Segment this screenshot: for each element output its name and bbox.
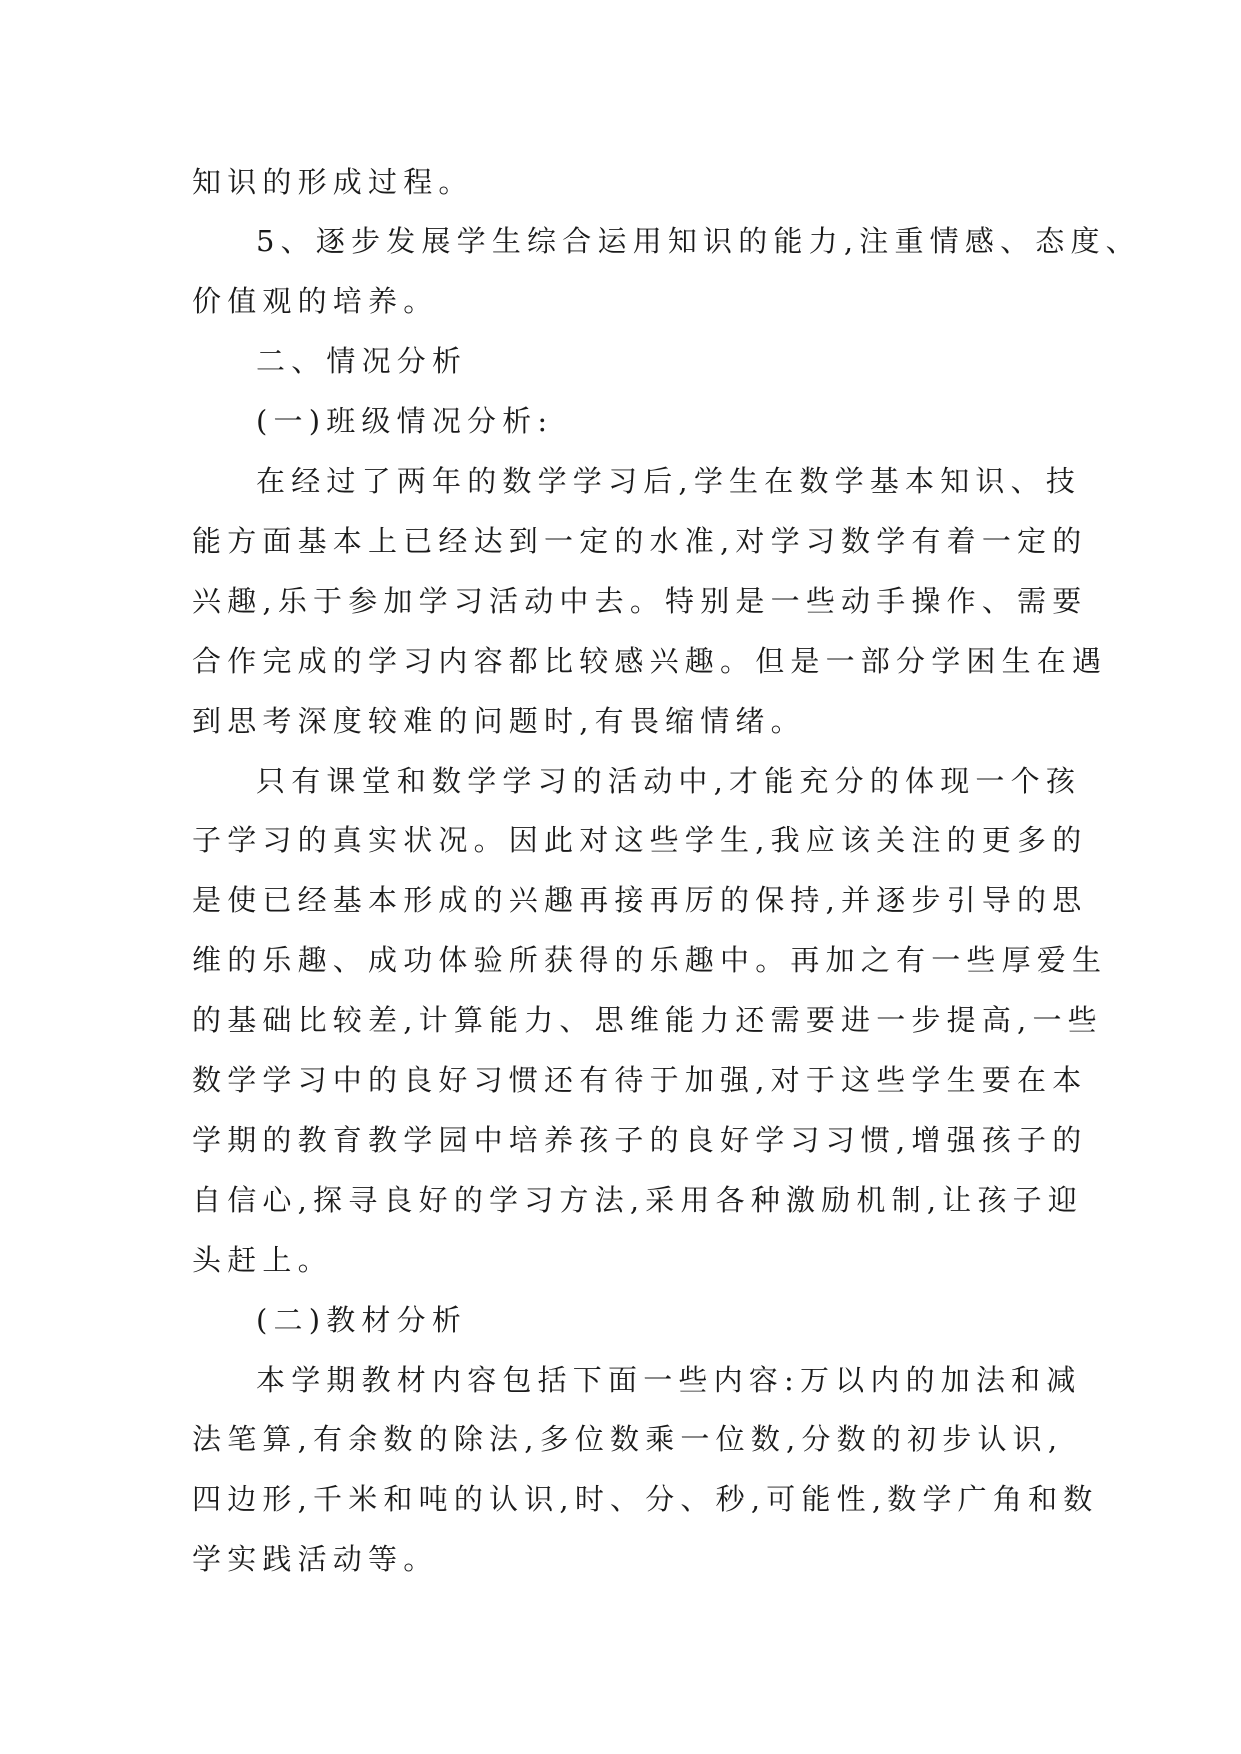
section-heading: 二、情况分析: [256, 344, 468, 378]
subsection-heading: (二)教材分析: [256, 1303, 468, 1337]
text-line: 价值观的培养。: [192, 284, 439, 318]
text-line: 学期的教育教学园中培养孩子的良好学习习惯,增强孩子的: [192, 1123, 1088, 1157]
text-line: 合作完成的学习内容都比较感兴趣。但是一部分学困生在遇: [192, 644, 1108, 678]
text-line: 法笔算,有余数的除法,多位数乘一位数,分数的初步认识,: [192, 1422, 1064, 1456]
text-line: 子学习的真实状况。因此对这些学生,我应该关注的更多的: [192, 823, 1088, 857]
subsection-heading: (一)班级情况分析:: [256, 404, 554, 438]
text-line: 兴趣,乐于参加学习活动中去。特别是一些动手操作、需要: [192, 584, 1088, 618]
text-line: 知识的形成过程。: [192, 165, 474, 199]
text-line: 本学期教材内容包括下面一些内容:万以内的加法和减: [256, 1363, 1082, 1397]
text-line: 能方面基本上已经达到一定的水准,对学习数学有着一定的: [192, 524, 1088, 558]
text-line: 数学学习中的良好习惯还有待于加强,对于这些学生要在本: [192, 1063, 1088, 1097]
text-line: 自信心,探寻良好的学习方法,采用各种激励机制,让孩子迎: [192, 1183, 1084, 1217]
text-line: 5、逐步发展学生综合运用知识的能力,注重情感、态度、: [256, 224, 1141, 258]
text-line: 的基础比较差,计算能力、思维能力还需要进一步提高,一些: [192, 1003, 1103, 1037]
text-line: 是使已经基本形成的兴趣再接再厉的保持,并逐步引导的思: [192, 883, 1088, 917]
text-line: 头赶上。: [192, 1243, 333, 1277]
text-line: 到思考深度较难的问题时,有畏缩情绪。: [192, 704, 806, 738]
text-line: 只有课堂和数学学习的活动中,才能充分的体现一个孩: [256, 764, 1082, 798]
text-line: 维的乐趣、成功体验所获得的乐趣中。再加之有一些厚爱生: [192, 943, 1108, 977]
text-line: 四边形,千米和吨的认识,时、分、秒,可能性,数学广角和数: [192, 1482, 1099, 1516]
text-line: 在经过了两年的数学学习后,学生在数学基本知识、技: [256, 464, 1082, 498]
text-line: 学实践活动等。: [192, 1542, 439, 1576]
